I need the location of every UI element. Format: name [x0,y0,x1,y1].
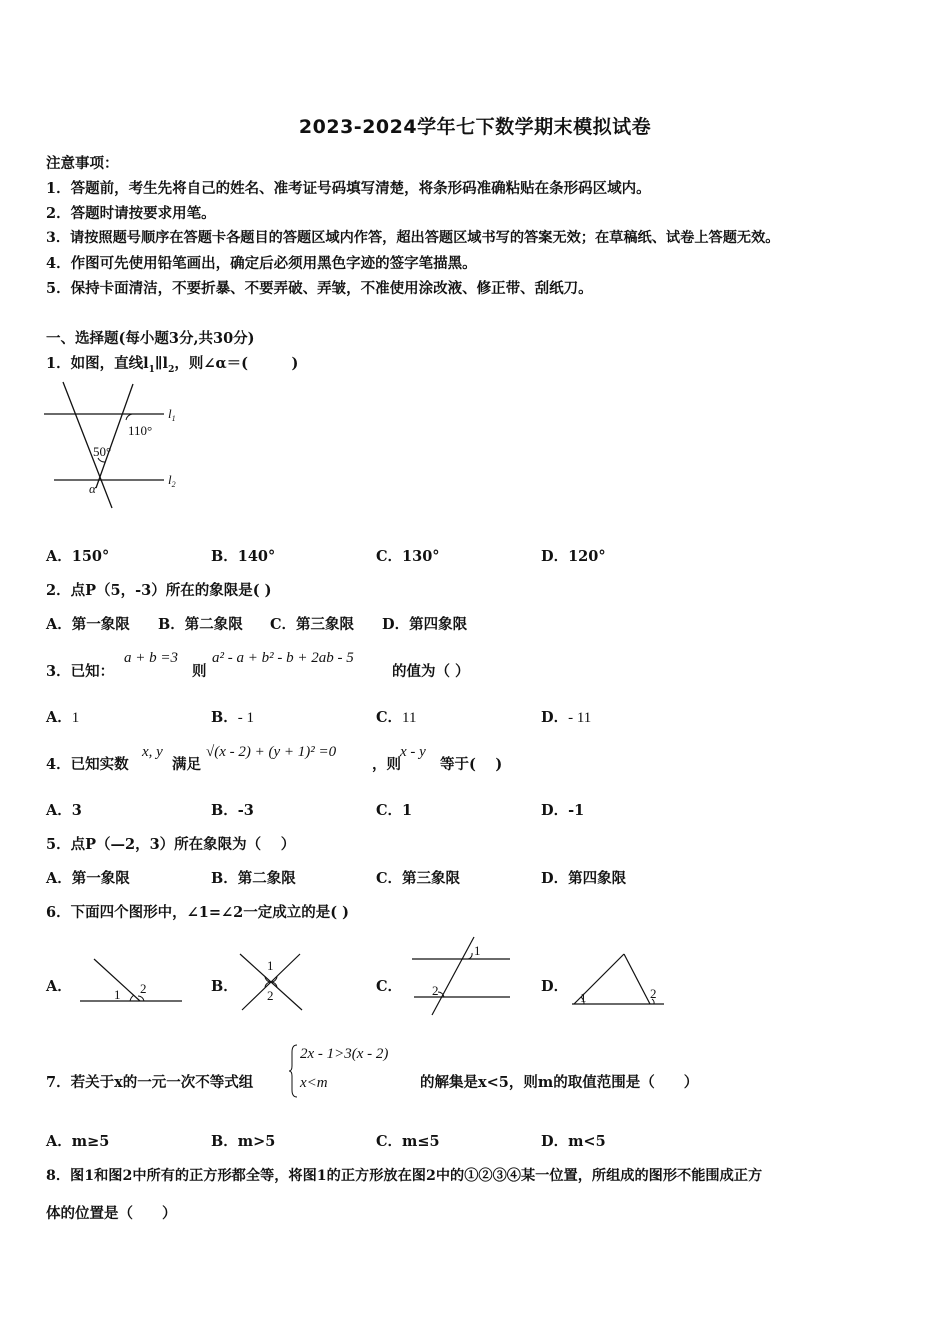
q4-condition: √(x - 2) + (y + 1)² =0 [206,744,337,760]
q2-option-b[interactable]: B．第二象限 [158,616,243,633]
q5-option-d[interactable]: D．第四象限 [541,870,627,887]
q3-option-c[interactable]: C．11 [376,709,417,726]
page-title: 2023-2024学年七下数学期末模拟试卷 [298,116,652,138]
svg-text:1: 1 [267,958,274,973]
q3-then: 则 [192,663,207,680]
q6-figure-d [570,950,668,1008]
notice-item-2: 2．答题时请按要求用笔。 [46,205,216,222]
q1-option-d[interactable]: D．120° [541,548,606,565]
q1-label-l1: $l_1$ [168,406,176,423]
q1-option-c[interactable]: C．130° [376,548,440,565]
svg-text:1: 1 [474,943,481,958]
q5-option-b[interactable]: B．第二象限 [211,870,296,887]
q4-option-d[interactable]: D．-1 [541,802,585,819]
q4-option-a[interactable]: A．3 [46,802,82,819]
q3-stem-post: 的值为（ ） [392,663,470,680]
svg-text:1: 1 [114,987,121,1002]
q3-stem-pre: 3．已知： [46,663,115,680]
q4-expression: x - y [400,744,426,760]
q6-stem: 6．下面四个图形中，∠1=∠2一定成立的是( ) [46,904,349,921]
svg-text:1: 1 [580,990,587,1005]
q7-stem-post: 的解集是x<5，则m的取值范围是（ ） [420,1074,699,1091]
q7-option-b[interactable]: B．m>5 [211,1133,276,1150]
q2-option-c[interactable]: C．第三象限 [270,616,355,633]
q1-option-b[interactable]: B．140° [211,548,276,565]
q8-stem-line-1: 8．图1和图2中所有的正方形都全等，将图1的正方形放在图2中的①②③④某一位置，所组成的图形不能围成正方 [46,1168,763,1184]
q6-figure-c [408,935,513,1017]
q7-inequality-2: x<m [300,1075,328,1091]
q4-vars: x, y [142,744,163,760]
q4-mid: 满足 [172,756,201,773]
q7-option-a[interactable]: A．m≥5 [46,1133,110,1150]
q7-stem-pre: 7．若关于x的一元一次不等式组 [46,1074,254,1091]
q7-option-d[interactable]: D．m<5 [541,1133,606,1150]
q6-option-b[interactable]: B． [211,978,238,995]
q7-inequality-1: 2x - 1>3(x - 2) [300,1046,389,1062]
section-heading: 一、选择题(每小题3分,共30分) [46,330,255,347]
q6-figure-b [236,950,306,1012]
q2-stem: 2．点P（5，-3）所在的象限是( ) [46,582,272,599]
q2-option-a[interactable]: A．第一象限 [46,616,130,633]
q1-angle-alpha: α [89,481,96,496]
q1-figure [40,380,190,515]
q6-option-a[interactable]: A． [46,978,72,995]
q4-stem-pre: 4．已知实数 [46,756,129,773]
q3-expression: a² - a + b² - b + 2ab - 5 [212,650,354,666]
q5-option-c[interactable]: C．第三象限 [376,870,461,887]
q6-option-d[interactable]: D． [541,978,569,995]
notice-item-3: 3．请按照题号顺序在答题卡各题目的答题区域内作答，超出答题区域书写的答案无效；在草稿纸、试卷上答题无效。 [46,230,780,246]
q1-stem: 1．如图，直线$l_1\parallel l_2$，则∠α＝( ) [46,355,299,375]
svg-text:2: 2 [650,986,657,1001]
q1-angle-50: 50° [93,444,112,459]
q3-option-a[interactable]: A．1 [46,709,80,726]
q1-label-l2: $l_2$ [168,472,176,489]
q3-option-d[interactable]: D．- 11 [541,709,592,726]
q6-figure-a [78,955,188,1005]
notice-item-5: 5．保持卡面清洁，不要折暴、不要弄破、弄皱，不准使用涂改液、修正带、刮纸刀。 [46,280,593,297]
svg-text:2: 2 [140,981,147,996]
notice-item-4: 4．作图可先使用铅笔画出，确定后必须用黑色字迹的签字笔描黑。 [46,255,477,272]
q7-option-c[interactable]: C．m≤5 [376,1133,440,1150]
notice-heading: 注意事项： [46,155,119,172]
q1-option-a[interactable]: A．150° [46,548,110,565]
q3-condition: a + b =3 [124,650,178,666]
svg-text:2: 2 [267,988,274,1003]
q8-stem-line-2: 体的位置是（ ） [46,1205,177,1222]
q4-option-b[interactable]: B．-3 [211,802,254,819]
q5-option-a[interactable]: A．第一象限 [46,870,130,887]
notice-item-1: 1．答题前，考生先将自己的姓名、准考证号码填写清楚，将条形码准确粘贴在条形码区域内。 [46,180,651,197]
q2-option-d[interactable]: D．第四象限 [382,616,468,633]
q6-option-c[interactable]: C． [376,978,403,995]
q1-angle-110: 110° [128,423,153,438]
q3-option-b[interactable]: B．- 1 [211,709,255,726]
q4-option-c[interactable]: C．1 [376,802,413,819]
q7-brace-icon [288,1044,298,1098]
q4-stem-post: 等于( ) [440,756,503,773]
q4-then: ，则 [372,756,401,773]
svg-text:2: 2 [432,983,439,998]
q5-stem: 5．点P（—2，3）所在象限为（ ） [46,836,296,853]
